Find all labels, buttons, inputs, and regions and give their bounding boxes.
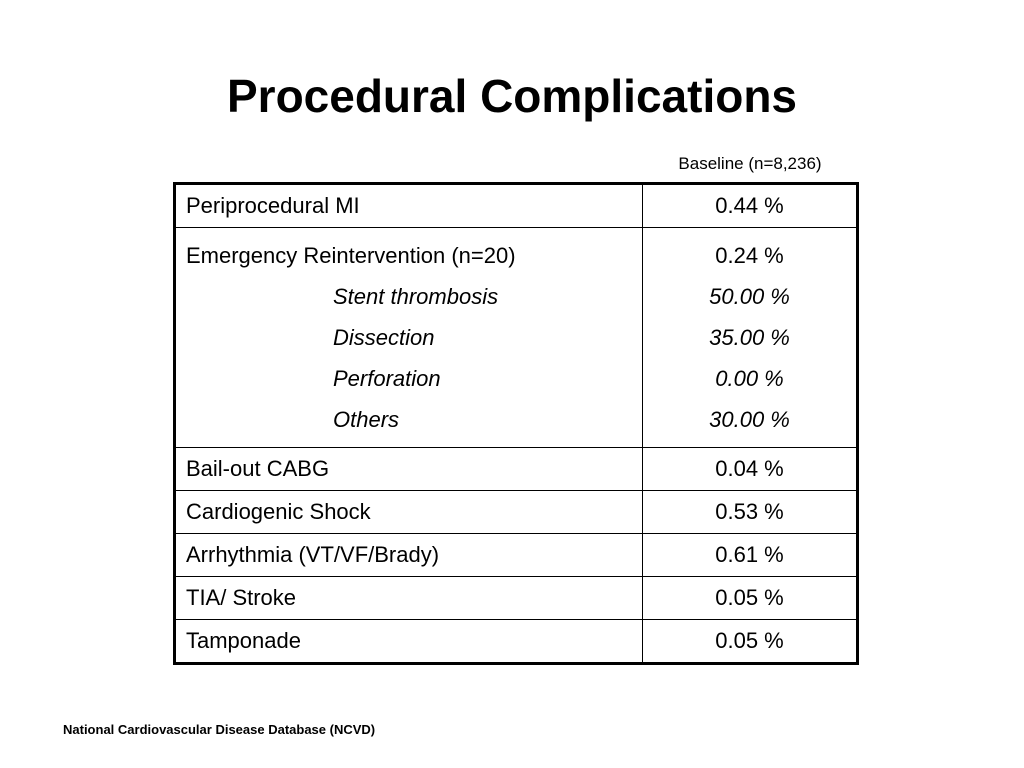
table-row [175,491,858,534]
table-row [175,184,858,228]
row-label: Periprocedural MI [175,184,643,228]
row-label: Bail-out CABG [175,448,643,491]
table-row [175,228,858,448]
complications-table [173,182,859,665]
sub-row-value: 35.00 % [709,325,790,350]
sub-row-label: Perforation [333,366,441,391]
row-value: 0.44 % [643,184,858,228]
row-value: 0.53 % [643,491,858,534]
slide-title: Procedural Complications [226,70,797,122]
row-label-group [175,228,643,448]
sub-row-value: 0.00 % [715,366,784,391]
row-label: Arrhythmia (VT/VF/Brady) [175,534,643,577]
row-label: Cardiogenic Shock [175,491,643,534]
row-value: 0.05 % [643,620,858,664]
sub-row-label: Stent thrombosis [333,284,499,309]
row-value: 0.04 % [643,448,858,491]
table-row [175,620,858,664]
row-label: Tamponade [175,620,643,664]
row-label: TIA/ Stroke [175,577,643,620]
table-row [175,534,858,577]
source-footnote: National Cardiovascular Disease Database (NCVD) [63,722,376,737]
row-value: 0.24 % [715,243,784,268]
row-value: 0.61 % [643,534,858,577]
sub-row-value: 50.00 % [709,284,790,309]
sub-row-label: Dissection [333,325,435,350]
row-label: Emergency Reintervention (n=20) [186,243,516,268]
sub-row-value: 30.00 % [709,407,790,432]
sub-row-label: Others [333,407,400,432]
row-value-group [643,228,858,448]
column-header: Baseline (n=8,236) [678,154,822,173]
row-value: 0.05 % [643,577,858,620]
table-row [175,577,858,620]
table-row [175,448,858,491]
